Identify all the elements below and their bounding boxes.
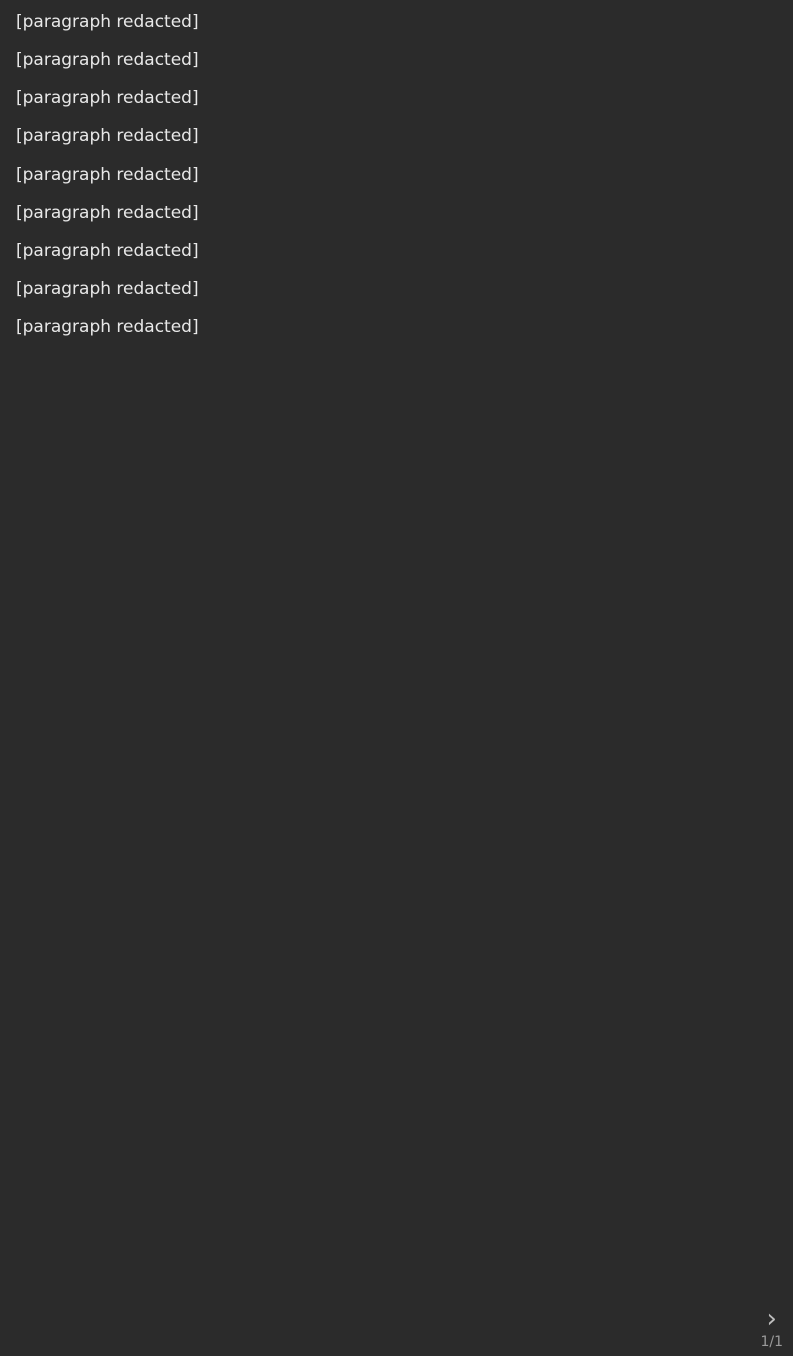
paragraph: [paragraph redacted] (16, 202, 199, 223)
paragraph: [paragraph redacted] (16, 317, 199, 337)
paragraph: [paragraph redacted] (16, 88, 199, 109)
reader-text-area (0, 0, 793, 413)
page-indicator: 1/1 (760, 1334, 783, 1350)
paragraph: [paragraph redacted] (16, 278, 199, 299)
next-page-icon[interactable]: › (766, 1304, 777, 1334)
paragraph: [paragraph redacted] (16, 240, 199, 261)
paragraph: [paragraph redacted] (16, 126, 199, 147)
paragraph: [paragraph redacted] (16, 50, 199, 71)
paragraph: [paragraph redacted] (16, 164, 199, 185)
pager (760, 1306, 783, 1350)
paragraph: [paragraph redacted] (16, 12, 199, 32)
